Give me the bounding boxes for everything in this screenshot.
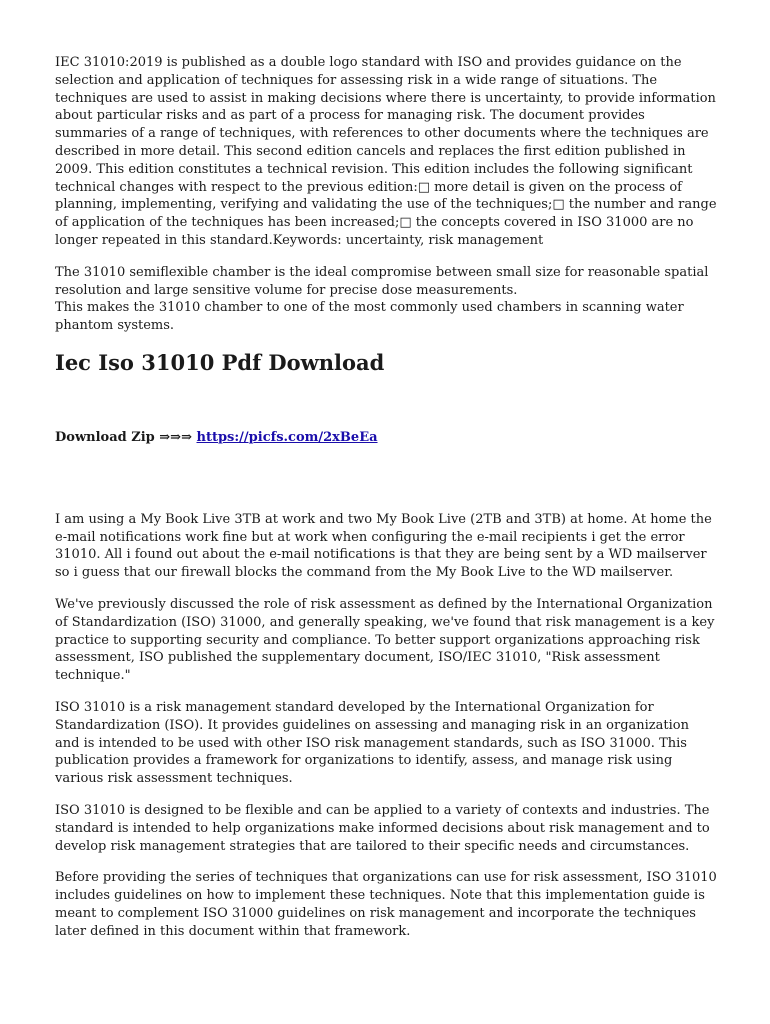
body-paragraph-5: Before providing the series of techniques that organizations can use for risk assessment, ISO 31010 includes guidelines on how to implement these techniques. Note that this implementation guide is meant to complement ISO 31000 guidelines on risk management and incorporate the techniques later defined in this document within that framework. — [55, 870, 717, 939]
article-body — [55, 511, 717, 941]
body-paragraph-1: I am using a My Book Live 3TB at work and two My Book Live (2TB and 3TB) at home. At home the e-mail notifications work fine but at work when configuring the e-mail recipients i get the error 31010. All i found out about the e-mail notifications is that they are being sent by a WD mailserver so i guess that our firewall blocks the command from the My Book Live to the WD mailserver. — [55, 511, 712, 581]
download-line — [55, 429, 717, 447]
body-paragraph-3: ISO 31010 is a risk management standard developed by the International Organization for Standardization (ISO). It provides guidelines on assessing and managing risk in an organization and is intended to be used with other ISO risk management standards, such as ISO 31000. This publication provides a framework for organizations to identify, assess, and manage risk using various risk assessment techniques. — [55, 699, 689, 787]
download-label: Download Zip ⇒⇒⇒ — [55, 429, 192, 445]
body-paragraph-4: ISO 31010 is designed to be flexible and can be applied to a variety of contexts and industries. The standard is intended to help organizations make informed decisions about risk management and to develop risk management strategies that are tailored to their specific needs and circumstances. — [55, 802, 710, 854]
download-link[interactable]: https://picfs.com/2xBeEa — [196, 429, 378, 445]
intro-paragraph-2 — [55, 264, 717, 335]
body-paragraph-2: We've previously discussed the role of risk assessment as defined by the International Organization of Standardization (ISO) 31000, and generally speaking, we've found that risk management is a key practice to supporting security and compliance. To better support organizations approaching risk assessment, ISO published the supplementary document, ISO/IEC 31010, "Risk assessment technique." — [55, 596, 715, 684]
intro-paragraph-1: IEC 31010:2019 is published as a double logo standard with ISO and provides guidance on the selection and application of techniques for assessing risk in a wide range of situations. The techniques are used to assist in making decisions where there is uncertainty, to provide information about particular risks and as part of a process for managing risk. The document provides summaries of a range of techniques, with references to other documents where the techniques are described in more detail. This second edition cancels and replaces the first edition published in 2009. This edition constitutes a technical revision. This edition includes the following significant technical changes with respect to the previous edition:□ more detail is given on the process of planning, implementing, verifying and validating the use of the techniques;□ the number and range of application of the techniques has been increased;□ the concepts covered in ISO 31000 are no longer repeated in this standard.Keywords: uncertainty, risk management — [55, 55, 717, 248]
document-page — [55, 54, 717, 954]
intro-paragraph-2-line-2: This makes the 31010 chamber to one of the most commonly used chambers in scanning water phantom systems. — [55, 300, 684, 334]
intro-paragraph-2-line-1: The 31010 semiflexible chamber is the ideal compromise between small size for reasonable spatial resolution and large sensitive volume for precise dose measurements. — [55, 264, 709, 298]
page-title: Iec Iso 31010 Pdf Download — [55, 349, 385, 375]
